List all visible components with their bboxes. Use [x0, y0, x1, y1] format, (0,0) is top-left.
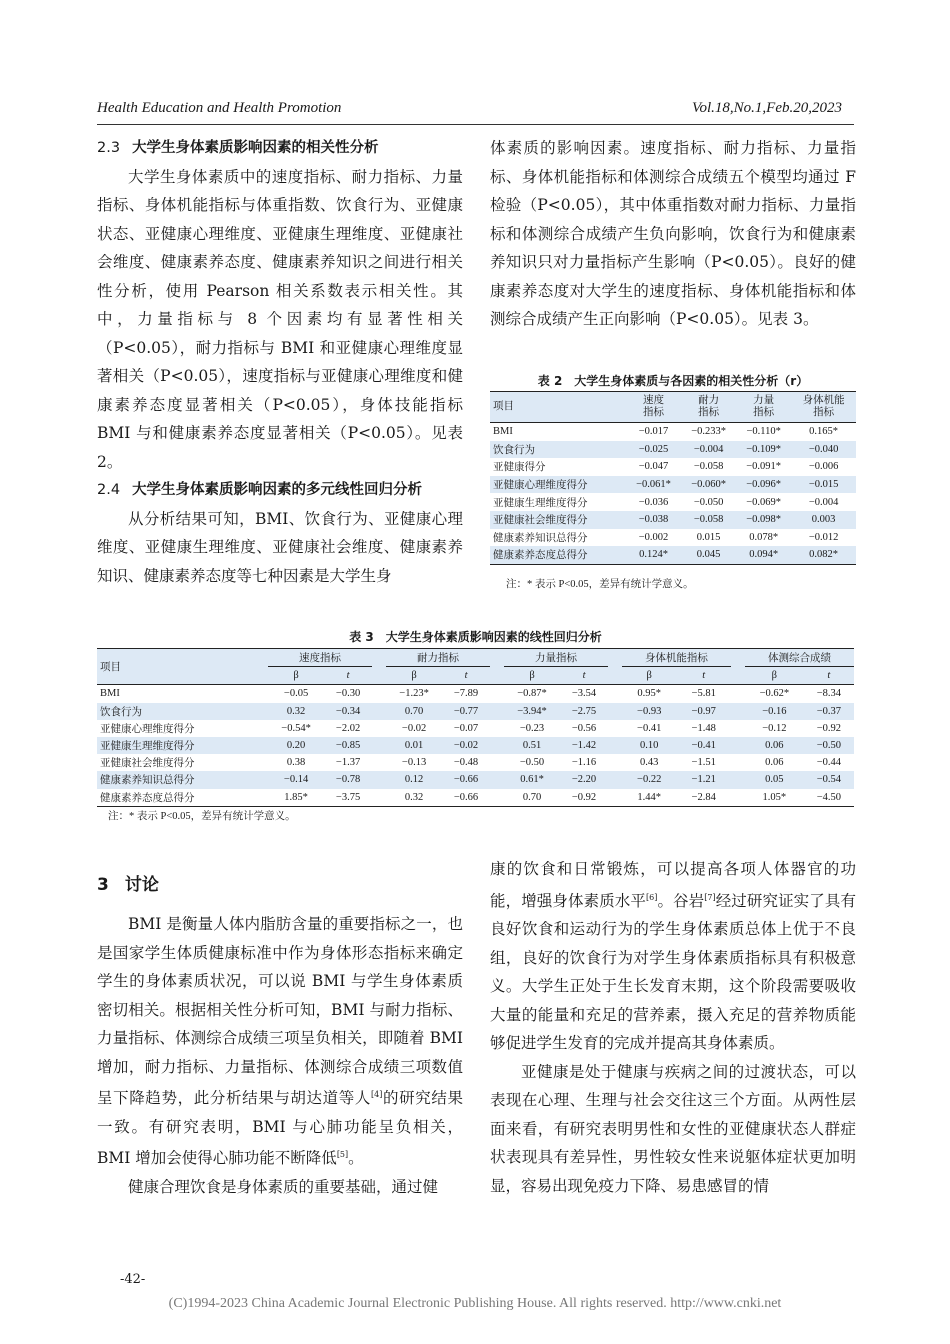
table-cell: −0.66 — [453, 791, 479, 803]
sub-header: β — [622, 667, 676, 685]
table-cell: −0.54 — [804, 771, 854, 788]
right-column-bottom — [490, 855, 856, 1200]
discussion-paragraph-1: BMI 是衡量人体内脂肪含量的重要指标之一，也是国家学生体质健康标准中作为身体形态指标来确定学生的身体素质状况，可以说 BMI 与学生身体素质密切相关。根据相关性分析可知，BMI 与耐力指标、力量指标、体测综合成绩三项呈负相关，即随着 BMI 增加，耐力指标、力量指标、体测综合成绩三项数值呈下降趋势，此分析结果与胡达道等人[4]的研究结果一致。有研究表明，BMI 与心肺功能呈负相关，BMI 增加会使得心肺功能不断降低[5]。 — [97, 915, 463, 1168]
table-cell: 0.51 — [504, 737, 560, 754]
table-row — [97, 754, 854, 771]
left-column-bottom — [97, 910, 463, 1201]
table-row — [97, 737, 854, 754]
table-cell: −2.20 — [560, 771, 608, 788]
section-2-4-paragraph-right: 体素质的影响因素。速度指标、耐力指标、力量指标、身体机能指标和体测综合成绩五个模型均通过 F 检验（P<0.05），其中体重指数对耐力指标、力量指标和体测综合成绩产生负向影响，饮食行为和健康素养知识只对力量指标产生影响（P<0.05）。良好的健康素养态度对大学生的速度指标、身体机能指标和体测综合成绩产生正向影响（P<0.05）。见表 3。 — [490, 139, 856, 328]
row-label: 亚健康生理维度得分 — [97, 737, 268, 754]
table-cell: −0.004 — [681, 441, 736, 459]
table-cell: −0.098* — [736, 511, 791, 529]
table-cell: −0.77 — [442, 703, 490, 720]
table-cell: −2.75 — [560, 703, 608, 720]
table-cell: −0.12 — [762, 722, 787, 734]
row-label: 健康素养知识总得分 — [97, 771, 268, 788]
table-3-caption: 表 3 大学生身体素质影响因素的线性回归分析 — [349, 630, 602, 644]
table-cell: −4.50 — [816, 791, 842, 803]
table-cell: −0.16 — [745, 703, 804, 720]
table-cell: 0.01 — [386, 737, 442, 754]
table-cell: 0.70 — [522, 791, 542, 803]
section-title: 大学生身体素质影响因素的相关性分析 — [132, 140, 379, 156]
table-3 — [97, 648, 854, 807]
header-cell: 项目 — [97, 649, 268, 685]
table-cell: −0.061* — [626, 476, 681, 494]
table-3-note: 注：* 表示 P<0.05，差异有统计学意义。 — [108, 811, 296, 822]
table-cell: 0.06 — [745, 737, 804, 754]
table-cell: −0.56 — [571, 722, 597, 734]
table-cell: 0.078* — [749, 531, 779, 543]
table-row — [97, 789, 854, 807]
section-number: 2.4 — [97, 482, 121, 498]
section-2-3-paragraph: 大学生身体素质中的速度指标、耐力指标、力量指标、身体机能指标与体重指数、饮食行为、亚健康状态、亚健康心理维度、亚健康生理维度、亚健康社会维度、健康素养态度、健康素养知识之间进行相关性分析，使用 Pearson 相关系数表示相关性。其中，力量指标与 8 个因素均有显著性相关（P<0.05），耐力指标与 BMI 和亚健康心理维度显著相关（P<0.05），速度指标与亚健康心理维度和健康素养态度显著相关（P<0.05），身体技能指标 BMI 与和健康素养态度显著相关（P<0.05）。见表 2。 — [97, 167, 463, 471]
table-2-caption: 表 2 大学生身体素质与各因素的相关性分析（r） — [537, 374, 809, 388]
sub-header: β — [386, 667, 442, 685]
table-row — [97, 771, 854, 788]
table-cell: −0.096* — [736, 476, 791, 494]
table-cell: −0.038 — [626, 511, 681, 529]
table-cell: −0.87* — [517, 688, 547, 700]
table-cell: −1.48 — [691, 722, 716, 734]
citation-5[interactable]: [5] — [336, 1150, 349, 1160]
table-cell: −0.002 — [638, 531, 669, 543]
table-cell: −0.109* — [736, 441, 791, 459]
table-3-group-row — [97, 649, 854, 667]
table-cell: 0.10 — [622, 737, 676, 754]
section-2-4-paragraph-left: 从分析结果可知，BMI、饮食行为、亚健康心理维度、亚健康生理维度、亚健康社会维度、健康素养知识、健康素养态度等七种因素是大学生身 — [97, 509, 463, 585]
table-cell: 0.12 — [386, 771, 442, 788]
table-cell: −0.004 — [808, 496, 839, 508]
table-cell: −0.50 — [519, 757, 545, 769]
table-cell: −0.85 — [324, 737, 372, 754]
table-cell: −0.92 — [571, 791, 597, 803]
table-cell: 0.124* — [626, 546, 681, 564]
table-cell: 0.094* — [736, 546, 791, 564]
table-cell: −0.091* — [746, 461, 782, 473]
table-2 — [490, 391, 856, 565]
table-cell: 0.20 — [268, 737, 324, 754]
table-cell: −0.23 — [519, 722, 545, 734]
table-cell: −0.66 — [442, 771, 490, 788]
table-cell: 0.61* — [504, 771, 560, 788]
section-2-3-heading — [97, 134, 463, 163]
table-cell: −0.92 — [816, 722, 842, 734]
row-label: 亚健康心理维度得分 — [490, 476, 626, 494]
table-cell: 0.95* — [637, 688, 661, 700]
table-cell: −1.51 — [691, 757, 716, 769]
table-cell: −8.34 — [816, 688, 842, 700]
table-cell: −7.89 — [453, 688, 479, 700]
page-number: -42- — [120, 1272, 146, 1287]
table-row — [490, 423, 856, 441]
table-row — [490, 511, 856, 529]
row-label: 亚健康得分 — [493, 462, 546, 474]
table-cell: −0.058 — [681, 511, 736, 529]
journal-title: Health Education and Health Promotion — [97, 100, 342, 116]
table-cell: −0.48 — [453, 757, 479, 769]
table-row — [97, 685, 854, 703]
table-cell: −3.54 — [571, 688, 597, 700]
row-label: 健康素养态度总得分 — [100, 792, 195, 804]
issue-info: Vol.18,No.1,Feb.20,2023 — [692, 100, 842, 116]
table-cell: 1.05* — [762, 791, 787, 803]
group-header: 体测综合成绩 — [745, 649, 854, 667]
table-row — [490, 493, 856, 511]
header-cell: 速度 指标 — [626, 392, 681, 423]
table-cell: −0.14 — [268, 771, 324, 788]
table-cell: −0.34 — [324, 703, 372, 720]
table-cell: −0.93 — [622, 703, 676, 720]
table-cell: −0.05 — [283, 688, 309, 700]
section-title: 讨论 — [124, 875, 159, 895]
table-cell: 0.32 — [404, 791, 424, 803]
table-cell: 0.082* — [791, 546, 856, 564]
row-label: BMI — [100, 688, 120, 700]
row-label: 饮食行为 — [490, 441, 626, 459]
table-cell: −0.22 — [622, 771, 676, 788]
table-cell: 0.06 — [765, 757, 784, 769]
table-cell: −0.97 — [676, 703, 730, 720]
table-cell: −0.036 — [638, 496, 669, 508]
sub-header: t — [442, 667, 490, 685]
table-row — [97, 720, 854, 737]
table-cell: −1.42 — [560, 737, 608, 754]
header-cell: 耐力 指标 — [681, 392, 736, 423]
table-cell: −0.040 — [791, 441, 856, 459]
table-cell: −0.233* — [691, 426, 726, 438]
sub-header: β — [268, 667, 324, 685]
row-label: 健康素养态度总得分 — [490, 546, 626, 564]
row-label: 饮食行为 — [97, 703, 268, 720]
citation-4[interactable]: [4] — [371, 1090, 383, 1099]
table-cell: −0.07 — [453, 722, 479, 734]
table-cell: −3.75 — [335, 791, 361, 803]
sub-header: t — [804, 667, 854, 685]
table-cell: −0.069* — [746, 496, 782, 508]
table-cell: −0.44 — [816, 757, 842, 769]
discussion-paragraph-2-end: 康的饮食和日常锻炼，可以提高各项人体器官的功能，增强身体素质水平[6]。谷岩[7]经过研究证实了具有良好饮食和运动行为的学生身体素质总体上优于不良组，良好的饮食行为对学生身体素质指标具有积极意义。大学生正处于生长发育末期，这个阶段需要吸收大量的能量和充足的营养素，摄入充足的营养物质能够促进学生发育的完成并提高其身体素质。 — [490, 860, 856, 1053]
table-cell: 0.003 — [791, 511, 856, 529]
table-cell: −0.015 — [791, 476, 856, 494]
group-header: 力量指标 — [504, 649, 608, 667]
table-cell: −3.94* — [504, 703, 560, 720]
row-label: 亚健康社会维度得分 — [490, 511, 626, 529]
table-cell: −0.025 — [626, 441, 681, 459]
table-cell: 0.32 — [268, 703, 324, 720]
table-cell: −0.41 — [676, 737, 730, 754]
table-cell: −0.012 — [808, 531, 839, 543]
table-row — [490, 476, 856, 494]
table-cell: 0.165* — [809, 426, 839, 438]
table-cell: −2.02 — [335, 722, 361, 734]
table-cell: 1.44* — [637, 791, 661, 803]
discussion-paragraph-3: 亚健康是处于健康与疾病之间的过渡状态，可以表现在心理、生理与社会交往这三个方面。从两性层面来看，有研究表明男性和女性的亚健康状态人群症状表现具有差异性，男性较女性来说躯体症状更加明显，容易出现免疫力下降、易患感冒的情 — [490, 1062, 856, 1195]
header-cell: 项目 — [490, 392, 626, 423]
group-header: 身体机能指标 — [622, 649, 731, 667]
sub-header: t — [676, 667, 730, 685]
table-cell: −1.16 — [571, 757, 597, 769]
table-cell: −0.62* — [759, 688, 790, 700]
table-cell: −0.50 — [804, 737, 854, 754]
section-number: 3 — [97, 875, 109, 895]
table-row — [97, 703, 854, 720]
header-rule — [97, 124, 854, 125]
header-cell: 身体机能 指标 — [791, 392, 856, 423]
table-cell: 0.015 — [696, 531, 721, 543]
header-cell: 力量 指标 — [736, 392, 791, 423]
table-cell: 0.38 — [286, 757, 306, 769]
table-cell: −0.41 — [637, 722, 662, 734]
table-row — [490, 441, 856, 459]
table-cell: −0.110* — [746, 426, 781, 438]
table-cell: −0.37 — [804, 703, 854, 720]
section-title: 大学生身体素质影响因素的多元线性回归分析 — [132, 482, 423, 498]
table-2-note: 注：* 表示 P<0.05，差异有统计学意义。 — [506, 579, 694, 590]
section-2-4-heading — [97, 476, 463, 505]
citation-7[interactable]: [7] — [704, 892, 716, 902]
group-header: 耐力指标 — [386, 649, 490, 667]
table-cell: −0.54* — [281, 722, 311, 734]
table-cell: 0.045 — [681, 546, 736, 564]
table-cell: −2.84 — [691, 791, 716, 803]
table-cell: −0.02 — [442, 737, 490, 754]
group-header: 速度指标 — [268, 649, 372, 667]
row-label: BMI — [493, 426, 513, 438]
sub-header: β — [745, 667, 804, 685]
table-cell: −0.058 — [693, 461, 724, 473]
row-label: 健康素养知识总得分 — [493, 532, 588, 544]
table-cell: −0.047 — [638, 461, 669, 473]
table-cell: 0.05 — [745, 771, 804, 788]
table-cell: −1.23* — [399, 688, 429, 700]
table-cell: −1.21 — [676, 771, 730, 788]
section-number: 2.3 — [97, 140, 121, 156]
table-row — [490, 458, 856, 476]
table-cell: −0.02 — [401, 722, 427, 734]
copyright-notice: (C)1994-2023 China Academic Journal Electronic Publishing House. All rights reserved. http://www.cnki.net — [168, 1296, 782, 1311]
table-cell: −0.060* — [681, 476, 736, 494]
left-column-top — [97, 134, 463, 590]
table-cell: 0.70 — [386, 703, 442, 720]
discussion-paragraph-2-start: 健康合理饮食是身体素质的重要基础，通过健 — [128, 1177, 439, 1196]
sub-header: t — [324, 667, 372, 685]
table-cell: −0.050 — [693, 496, 724, 508]
row-label: 亚健康生理维度得分 — [493, 497, 588, 509]
table-row — [490, 546, 856, 564]
section-3-heading — [97, 870, 159, 895]
row-label: 亚健康心理维度得分 — [100, 723, 195, 735]
table-cell: −5.81 — [691, 688, 716, 700]
table-row — [490, 529, 856, 547]
table-cell: −1.37 — [335, 757, 361, 769]
sub-header: t — [560, 667, 608, 685]
citation-6[interactable]: [6] — [646, 892, 658, 902]
sub-header: β — [504, 667, 560, 685]
table-cell: −0.13 — [401, 757, 427, 769]
table-cell: −0.006 — [808, 461, 839, 473]
row-label: 亚健康社会维度得分 — [100, 758, 195, 770]
table-cell: −0.017 — [638, 426, 669, 438]
table-cell: −0.78 — [324, 771, 372, 788]
table-cell: 0.43 — [640, 757, 659, 769]
table-cell: 1.85* — [284, 791, 308, 803]
table-cell: −0.30 — [335, 688, 361, 700]
table-2-header-row — [490, 392, 856, 423]
right-column-top — [490, 134, 856, 334]
